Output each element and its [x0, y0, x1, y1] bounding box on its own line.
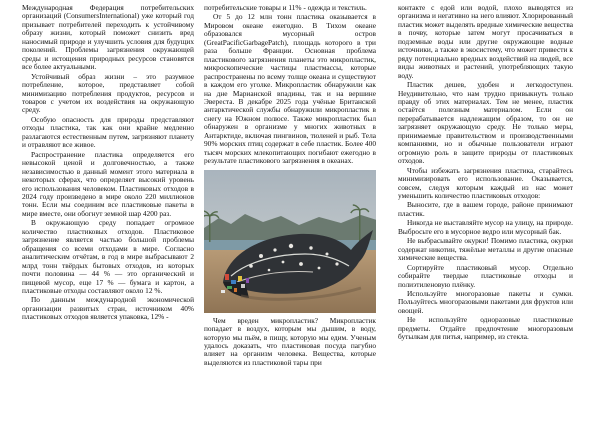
text-column-middle	[204, 4, 376, 420]
paragraph: Международная Федерация потребительских организаций (ConsumersInternational) уже который год призывает потребителей переходить к устойчивому образу жизни, который поможет снизить вред наносимый природе и улучшить условия для будущих поколений. Проблемы загрязнения окружающей среды и истощения природных ресурсов становятся все более актуальными.	[22, 4, 194, 72]
whale-sculpture-photo	[204, 170, 376, 313]
paragraph: Чтобы избежать загрязнения пластика, старайтесь минимизировать его использование. Оказывается, совсем, следуя которым каждый из нас может уменьшить количество пластиковых отходов:	[398, 165, 573, 200]
tip-item: Сортируйте пластиковый мусор. Отдельно собирайте твердые пластиковые отходы и полиэтиленовую плёнку.	[398, 262, 573, 289]
paragraph: Особую опасность для природы представляют отходы пластика, так как они крайне медленно разлагаются естественным путем, загрязняют планету и отравляют все живое.	[22, 114, 194, 150]
text-column-left	[22, 4, 194, 420]
paragraph: потребительские товары и 11% - одежда и текстиль.	[204, 4, 367, 12]
paragraph: Устойчивый образ жизни – это разумное потребление, которое, представляет собой минимизацию потребления продуктов, ресурсов и товаров с учетом их воздействия на окружающую среду.	[22, 71, 194, 115]
paragraph: По данным международной экономической организации развитых стран, источником 40% пластиковых отходов является упаковка, 12% -	[22, 295, 194, 322]
paragraph: В окружающую среду попадает огромное количество пластиковых отходов. Пластиковое загрязнение является частью большой проблемы обращения со всеми отходами в мире. Согласно аналитическим отчётам, в год в мире выбрасывают 2 млрд тонн твёрдых бытовых отходов, из которых почти половина — 44 % — это органический и пищевой мусор, еще 17 % — бумага и картон, а пластиковые отходы составляют около 12 %.	[22, 218, 194, 295]
text-column-right	[398, 4, 573, 420]
paragraph: Распространение пластика определяется его невысокой ценой и долговечностью, а также независимостью в данный момент этого материала в некоторых сферах, что определяет высокий уровень его использования человеком. Пластиковых отходов в 2024 году произведено в мире около 220 миллионов тонн. Если мы соединим все пластиковые пакеты в мире вместе, они обогнут земной шар 4200 раз.	[22, 149, 194, 218]
tip-item: Используйте многоразовые пакеты и сумки. Пользуйтесь многоразовыми пакетами для фруктов или овощей.	[398, 288, 573, 315]
tip-item: Не выбрасывайте окурки! Помимо пластика, окурки содержат никотин, тяжёлые металлы и другие опасные химические вещества.	[398, 236, 573, 263]
paragraph: контакте с едой или водой, плохо выводятся из организма и негативно на него влияют. Хлорированный пластик может выделять вредные химические вещества в почву, которые затем могут просачиваться в подземные воды или другие окружающие водные источники, а также в экосистему, что может привести к ряду потенциально вредных воздействий на людей, все виды животных и растений, употребляющих такую воду.	[398, 4, 573, 80]
paragraph: От 5 до 12 млн тонн пластика оказывается в Мировом океане ежегодно. В Тихом океане образовался мусорный остров (GreatPacificGarbagePatch), площадь которого в три раза больше Франции. Основная проблема пластикового загрязнения планеты это микропластик, микроскопические частицы пластмассы, которые распространены по всему толще океана и существуют в каждом его уголке. Микропластик обнаружили как на дне Марианской впадины, так и на вершине Эвереста. В декабре 2025 года учёные Британской антарктической службы обнаружили микропластик в снегу на Южном полюсе. Также микропластик был обнаружен в организме у многих животных в Антарктиде, включая пингвинов, тюленей и рыб. Тела 90% морских птиц содержат в себе пластик. Более 400 тысяч морских млекопитающих погибают ежегодно в результате пластикового загрязнения в океанах.	[204, 12, 376, 166]
tip-item: Не используйте одноразовые пластиковые предметы. Отдайте предпочтение многоразовым бутылкам для питья, например, из стекла.	[398, 315, 573, 342]
tip-item: Никогда не выставляйте мусор на улицу, на природе. Выбросьте его в мусорное ведро или мусорный бак.	[398, 218, 573, 236]
paragraph: Чем вреден микропластик? Микропластик попадает в воздух, которым мы дышим, в воду, которую мы пьём, в пищу, которую мы едим. Ученым удалось доказать, что пластиковая посуда пагубно влияет на организм человека. Вещества, которые выделяются из пластиковой тары при	[204, 315, 376, 367]
paragraph: Пластик дешев, удобен и легкодоступен. Неудивительно, что нам трудно привыкнуть только правду об этих материалах. Тем не менее, пластик остаётся полезным материалом. Если он перерабатывается надлежащим образом, то он не загрязняет окружающую среду. Не только меры, принимаемые правительством и производственными компаниями, но и обычные пользователи играют огромную роль в защите природы от пластиковых отходов.	[398, 80, 573, 166]
tip-item: Выносите, где в вашем городе, районе принимают пластик.	[398, 200, 573, 218]
whale-photo-illustration	[204, 170, 376, 313]
